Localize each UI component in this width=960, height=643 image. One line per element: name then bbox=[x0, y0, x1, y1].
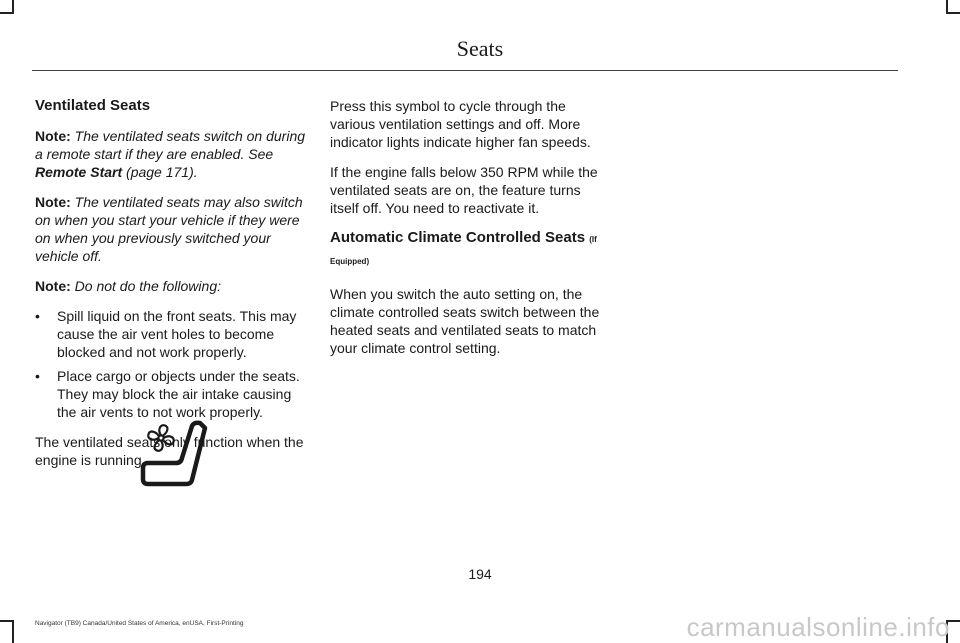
equipped-tag: (If bbox=[589, 235, 597, 244]
ventilated-seat-icon bbox=[140, 420, 210, 490]
note-text: The ventilated seats switch on during a remote start if they are enabled. See bbox=[35, 128, 306, 162]
engine-running-paragraph: The ventilated seats only function when the engine is running. bbox=[35, 434, 304, 468]
note-text: Do not do the following: bbox=[74, 278, 221, 294]
crop-mark bbox=[946, 12, 960, 14]
engine-rpm-paragraph: If the engine falls below 350 RPM while the ventilated seats are on, the feature turns itself off. You need to reactivate it. bbox=[330, 164, 598, 216]
note-label: Note: bbox=[35, 278, 71, 294]
note-text: The ventilated seats may also switch on when you start your vehicle if they were on when you previously switched your vehicle off. bbox=[35, 194, 303, 264]
list-item bbox=[35, 307, 310, 361]
header-divider bbox=[32, 70, 898, 71]
note-label: Note: bbox=[35, 128, 71, 144]
list-item bbox=[35, 367, 310, 421]
note-label: Note: bbox=[35, 194, 71, 210]
crop-mark bbox=[0, 620, 14, 622]
note-remote-start bbox=[35, 127, 310, 181]
section-heading-ventilated-seats: Ventilated Seats bbox=[35, 97, 151, 114]
page-number: 194 bbox=[468, 566, 492, 582]
section-heading-auto-climate bbox=[330, 229, 605, 249]
section-heading-text: Automatic Climate Controlled Seats bbox=[330, 229, 586, 246]
warning-list bbox=[35, 307, 310, 421]
watermark: carmanualsonline.info bbox=[686, 612, 950, 642]
cross-reference-link[interactable]: Remote Start bbox=[35, 164, 123, 180]
page-title: Seats bbox=[456, 36, 504, 61]
note-previous-state bbox=[35, 193, 310, 265]
list-item-text: Spill liquid on the front seats. This may cause the air vent holes to become blocked and not work properly. bbox=[57, 308, 297, 360]
bullet-icon: • bbox=[35, 368, 40, 384]
crop-mark bbox=[0, 12, 14, 14]
auto-setting-paragraph: When you switch the auto setting on, the climate controlled seats switch between the heated seats and ventilated seats to match your climate control setting. bbox=[330, 286, 600, 356]
list-item-text: Place cargo or objects under the seats. They may block the air intake causing the air vents to not work properly. bbox=[57, 368, 300, 420]
page-reference: (page 171). bbox=[126, 164, 198, 180]
footer-text: Navigator (TB9) Canada/United States of America, enUSA, First-Printing bbox=[35, 620, 244, 627]
cycle-settings-paragraph: Press this symbol to cycle through the various ventilation settings and off. More indicator lights indicate higher fan speeds. bbox=[330, 98, 591, 150]
right-column bbox=[330, 97, 605, 369]
bullet-icon: • bbox=[35, 308, 40, 324]
equipped-tag-continued: Equipped) bbox=[330, 257, 370, 266]
note-warnings bbox=[35, 277, 310, 295]
crop-mark bbox=[12, 620, 14, 643]
